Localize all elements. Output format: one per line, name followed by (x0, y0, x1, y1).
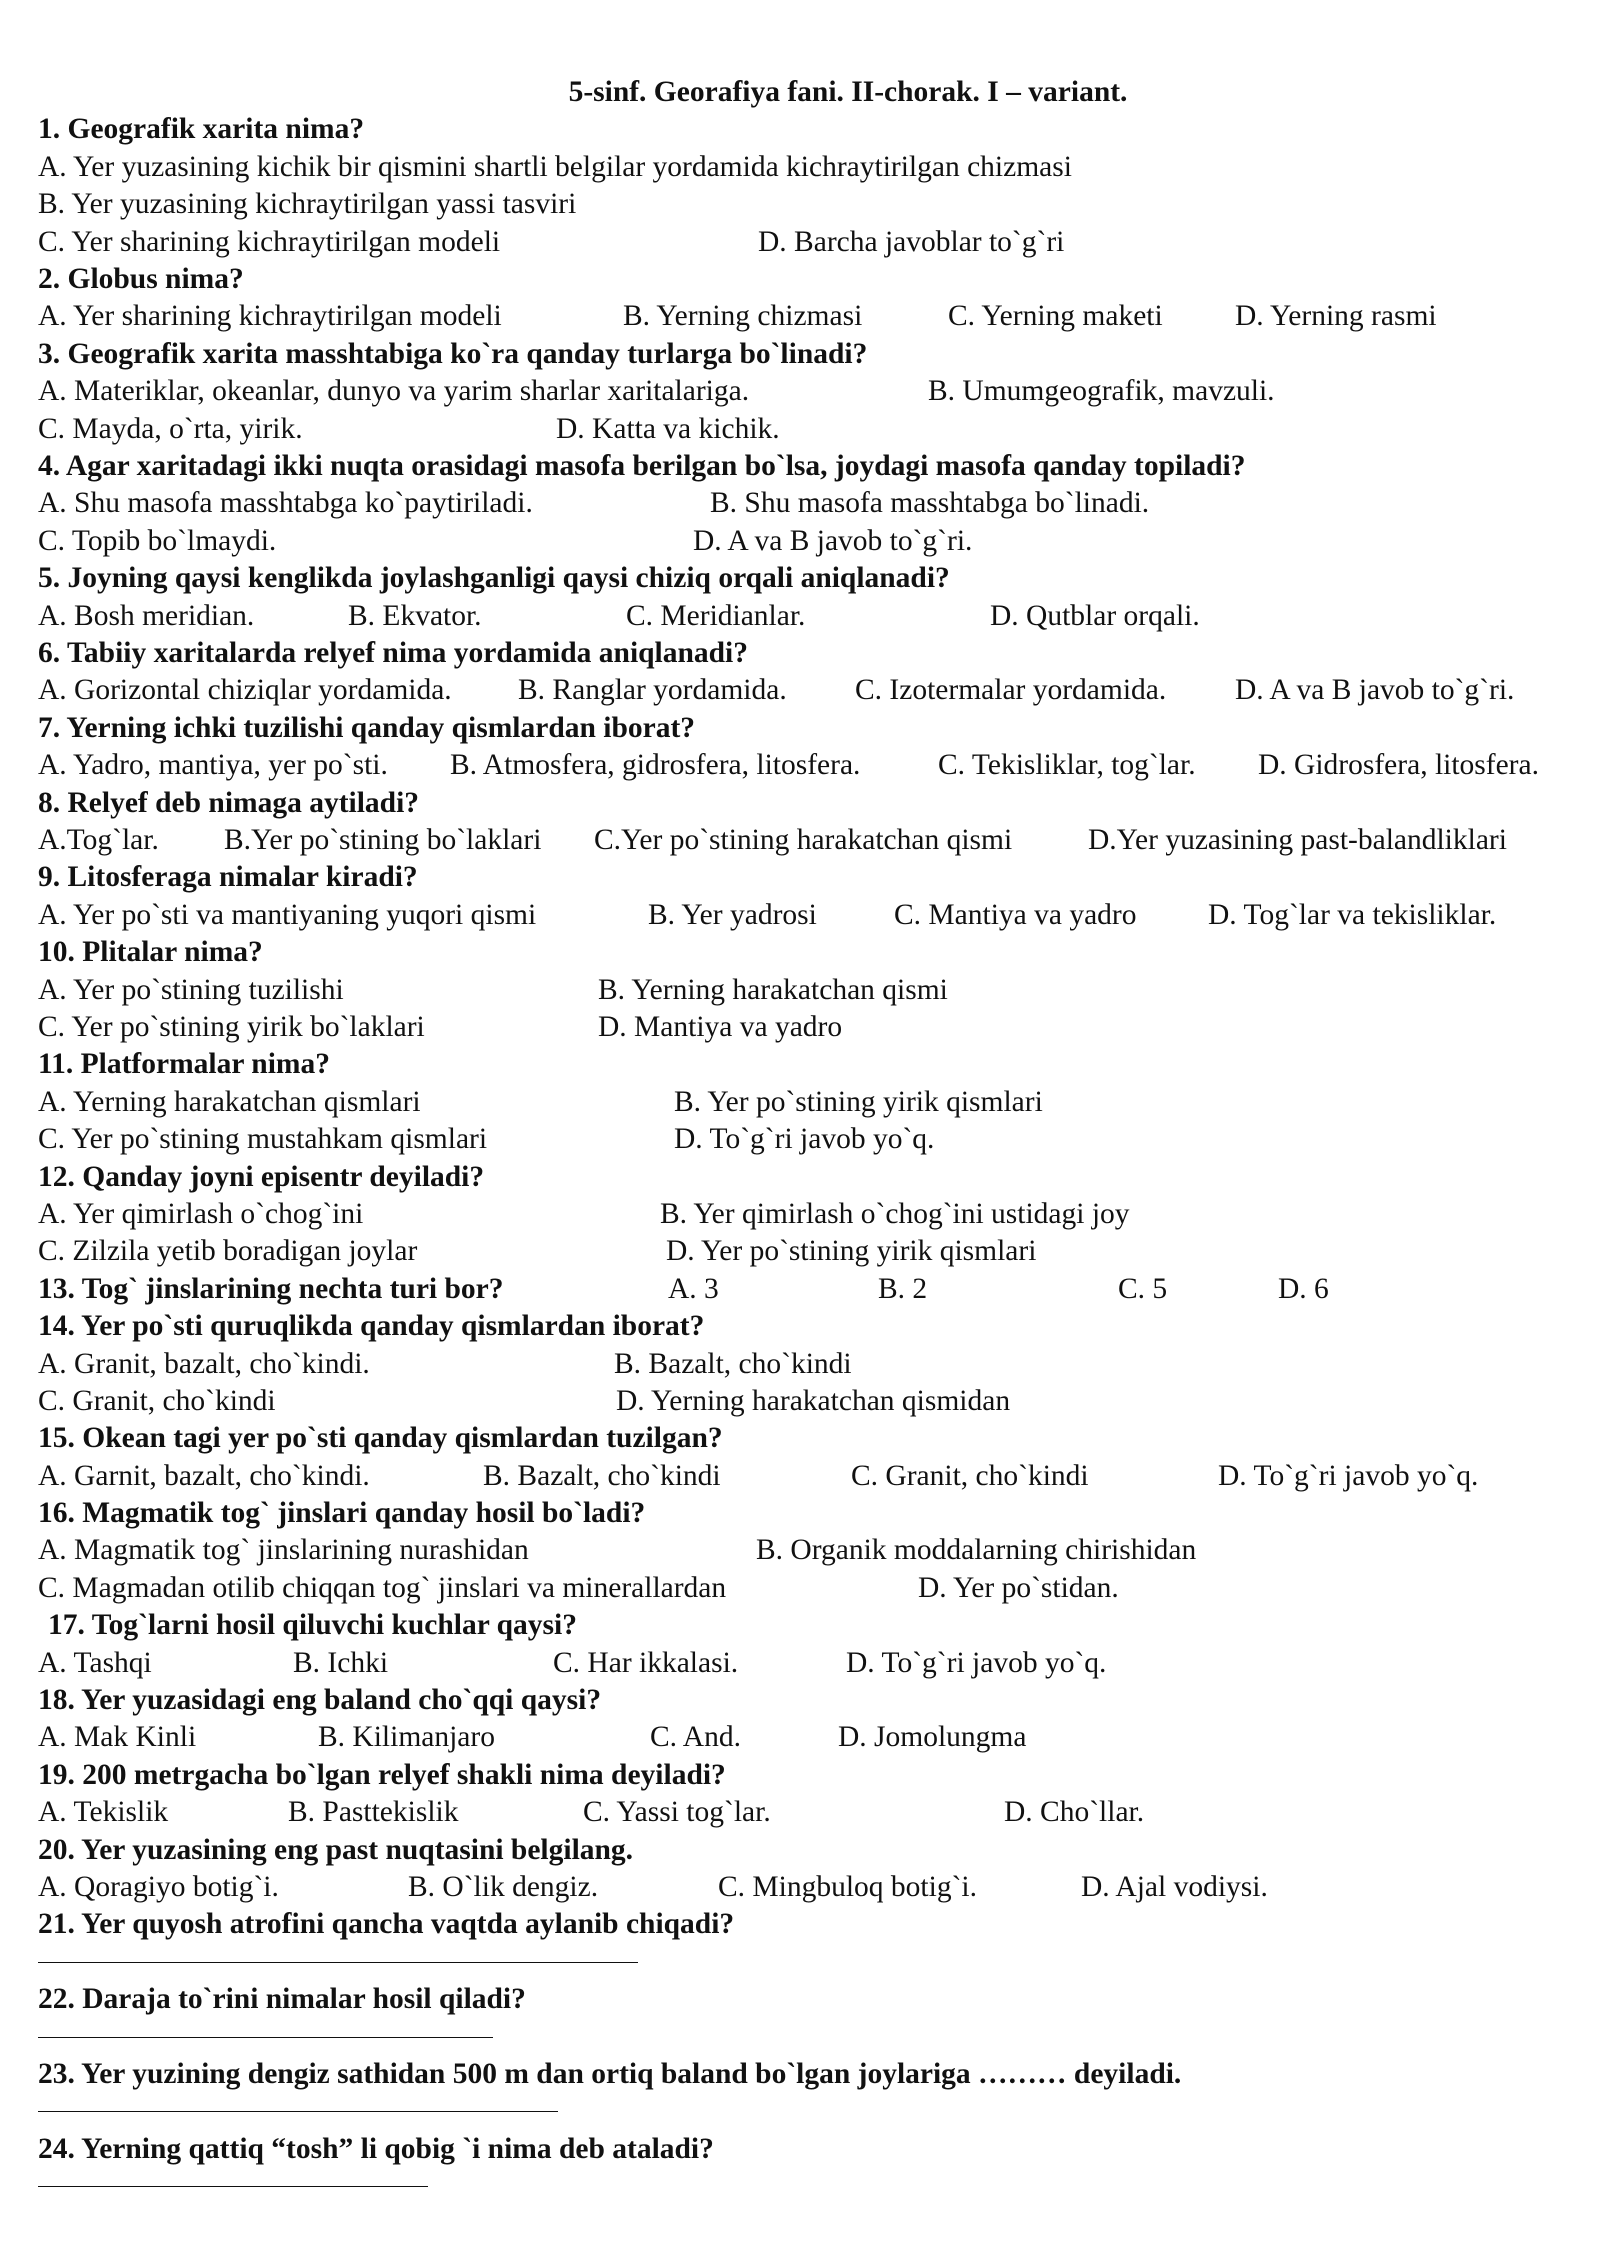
question-text: 9. Litosferaga nimalar kiradi? (38, 861, 418, 894)
answer-row (38, 598, 1578, 635)
answer-option-a: A. Yadro, mantiya, yer po`sti. (38, 749, 388, 782)
answer-row (38, 1532, 1578, 1569)
answer-blank-line[interactable] (38, 2093, 1578, 2130)
answer-option-a: A. Yer po`stining tuzilishi (38, 973, 344, 1006)
answer-option-c: C. Mingbuloq botig`i. (718, 1871, 977, 1904)
answer-option-b: B. Pasttekislik (288, 1796, 459, 1829)
answer-option-c: C. Granit, cho`kindi (851, 1459, 1089, 1492)
answer-row (38, 298, 1578, 335)
answer-option-b: B. Yer qimirlash o`chog`ini ustidagi joy (660, 1197, 1130, 1230)
answer-option-b: B. Ichki (293, 1646, 389, 1679)
answer-option-d: D. A va B javob to`g`ri. (1235, 674, 1515, 707)
answer-row (38, 1869, 1578, 1906)
test-sheet (38, 74, 1578, 2206)
answer-option-c: C. Zilzila yetib boradigan joylar (38, 1235, 418, 1268)
answer-option-c: C. Mantiya va yadro (894, 898, 1137, 931)
answer-option-d: D. To`g`ri javob yo`q. (846, 1646, 1107, 1679)
answer-option-d: D. A va B javob to`g`ri. (693, 524, 973, 557)
answer-option-d: D. Qutblar orqali. (990, 599, 1200, 632)
answer-option-b: B.Yer po`stining bo`laklari (224, 823, 542, 856)
answer-option-b: B. Yerning harakatchan qismi (598, 973, 948, 1006)
answer-option-a: A. Shu masofa masshtabga ko`paytiriladi. (38, 487, 533, 520)
answer-option-c: C. Har ikkalasi. (553, 1646, 739, 1679)
answer-option-d: D. Tog`lar va tekisliklar. (1208, 898, 1497, 931)
answer-option-d: D. Jomolungma (838, 1721, 1027, 1754)
answer-option-a: A. Gorizontal chiziqlar yordamida. (38, 674, 452, 707)
answer-option-b: B. O`lik dengiz. (408, 1871, 599, 1904)
answer-row (38, 1719, 1578, 1756)
question-text: 14. Yer po`sti quruqlikda qanday qismlardan iborat? (38, 1310, 705, 1343)
answer-option-a: A. Materiklar, okeanlar, dunyo va yarim sharlar xaritalariga. (38, 375, 750, 408)
answer-option-b: B. Umumgeografik, mavzuli. (928, 375, 1275, 408)
answer-option-a: A. Yer qimirlash o`chog`ini (38, 1197, 364, 1230)
answer-option-c: C. Mayda, o`rta, yirik. (38, 412, 303, 445)
answer-option-a: A. Yerning harakatchan qismlari (38, 1085, 421, 1118)
question-text: 22. Daraja to`rini nimalar hosil qiladi? (38, 1983, 526, 2016)
question-text: 10. Plitalar nima? (38, 936, 263, 969)
answer-row (38, 224, 1578, 261)
answer-option-a: A. Tekislik (38, 1796, 169, 1829)
answer-row (38, 897, 1578, 934)
answer-option-d: D. Yerning rasmi (1235, 300, 1437, 333)
answer-option-b: B. 2 (878, 1272, 928, 1305)
answer-option-b: B. Ranglar yordamida. (518, 674, 787, 707)
question-text: 5. Joyning qaysi kenglikda joylashganligi qaysi chiziq orqali aniqlanadi? (38, 562, 950, 595)
answer-row (38, 1570, 1578, 1607)
answer-row (38, 1645, 1578, 1682)
question-text: 1. Geografik xarita nima? (38, 113, 365, 146)
answer-option-c: C. 5 (1118, 1272, 1168, 1305)
answer-row (38, 1383, 1578, 1420)
answer-row (38, 149, 1578, 186)
answer-option-b: B. Yer yuzasining kichraytirilgan yassi tasviri (38, 188, 577, 221)
question-text: 8. Relyef deb nimaga aytiladi? (38, 786, 420, 819)
answer-option-c: C. Tekisliklar, tog`lar. (938, 749, 1196, 782)
answer-option-a: A. Yer sharining kichraytirilgan modeli (38, 300, 502, 333)
answer-option-b: B. Organik moddalarning chirishidan (756, 1534, 1197, 1567)
answer-row (38, 1233, 1578, 1270)
answer-option-d: D. Ajal vodiysi. (1081, 1871, 1268, 1904)
question-text: 21. Yer quyosh atrofini qancha vaqtda aylanib chiqadi? (38, 1908, 735, 1941)
answer-option-b: B. Shu masofa masshtabga bo`linadi. (710, 487, 1150, 520)
answer-row (38, 186, 1578, 223)
answer-option-d: D.Yer yuzasining past-balandliklari (1088, 823, 1507, 856)
question-row (38, 1271, 1578, 1308)
answer-row (38, 1196, 1578, 1233)
question-text: 13. Tog` jinslarining nechta turi bor? (38, 1272, 504, 1305)
answer-option-a: A. Bosh meridian. (38, 599, 255, 632)
question-text: 7. Yerning ichki tuzilishi qanday qismlardan iborat? (38, 711, 696, 744)
question-text: 12. Qanday joyni episentr deyiladi? (38, 1160, 485, 1193)
answer-option-d: D. To`g`ri javob yo`q. (1218, 1459, 1479, 1492)
answer-row (38, 373, 1578, 410)
answer-option-a: A. Mak Kinli (38, 1721, 197, 1754)
question-text: 11. Platformalar nima? (38, 1048, 330, 1081)
answer-option-d: D. Mantiya va yadro (598, 1010, 843, 1043)
question-text: 15. Okean tagi yer po`sti qanday qismlardan tuzilgan? (38, 1422, 723, 1455)
answer-row (38, 1458, 1578, 1495)
answer-option-b: B. Kilimanjaro (318, 1721, 495, 1754)
answer-option-d: D. Yer po`stidan. (918, 1571, 1119, 1604)
answer-row (38, 1346, 1578, 1383)
answer-option-c: C. Yer po`stining mustahkam qismlari (38, 1123, 488, 1156)
question-text: 4. Agar xaritadagi ikki nuqta orasidagi masofa berilgan bo`lsa, joydagi masofa qanday topiladi? (38, 449, 1246, 482)
answer-option-c: C. Yer po`stining yirik bo`laklari (38, 1010, 425, 1043)
answer-option-b: B. Ekvator. (348, 599, 482, 632)
question-text: 19. 200 metrgacha bo`lgan relyef shakli nima deyiladi? (38, 1758, 726, 1791)
answer-option-a: A. Yer po`sti va mantiyaning yuqori qismi (38, 898, 537, 931)
answer-option-c: C.Yer po`stining harakatchan qismi (594, 823, 1013, 856)
answer-option-d: D. Barcha javoblar to`g`ri (758, 225, 1065, 258)
answer-row (38, 672, 1578, 709)
question-text: 16. Magmatik tog` jinslari qanday hosil bo`ladi? (38, 1497, 646, 1530)
question-text: 18. Yer yuzasidagi eng baland cho`qqi qaysi? (38, 1684, 602, 1717)
question-text: 24. Yerning qattiq “tosh” li qobig `i nima deb ataladi? (38, 2132, 714, 2165)
answer-row (38, 1794, 1578, 1831)
answer-option-a: A. Garnit, bazalt, cho`kindi. (38, 1459, 370, 1492)
answer-option-c: C. Meridianlar. (626, 599, 806, 632)
answer-row (38, 747, 1578, 784)
answer-option-c: C. Granit, cho`kindi (38, 1384, 276, 1417)
answer-option-d: D. Gidrosfera, litosfera. (1258, 749, 1539, 782)
answer-option-b: B. Yer po`stining yirik qismlari (674, 1085, 1043, 1118)
answer-blank-line[interactable] (38, 1944, 1578, 1981)
answer-row (38, 485, 1578, 522)
answer-row (38, 523, 1578, 560)
answer-row (38, 1084, 1578, 1121)
question-text: 6. Tabiiy xaritalarda relyef nima yordamida aniqlanadi? (38, 636, 749, 669)
answer-option-d: D. To`g`ri javob yo`q. (674, 1123, 935, 1156)
answer-option-c: C. And. (650, 1721, 741, 1754)
answer-option-c: C. Izotermalar yordamida. (855, 674, 1167, 707)
question-list (38, 111, 1578, 2205)
answer-option-d: D. Yerning harakatchan qismidan (616, 1384, 1011, 1417)
answer-option-a: A. Yer yuzasining kichik bir qismini shartli belgilar yordamida kichraytirilgan chizmasi (38, 150, 1072, 183)
answer-row (38, 1009, 1578, 1046)
page-title: 5-sinf. Georafiya fani. II-chorak. I – variant. (568, 76, 1128, 108)
answer-option-b: B. Atmosfera, gidrosfera, litosfera. (450, 749, 861, 782)
question-text: 23. Yer yuzining dengiz sathidan 500 m dan ortiq baland bo`lgan joylariga ……… deyiladi. (38, 2058, 1182, 2091)
answer-blank-line[interactable] (38, 2168, 1578, 2205)
answer-row (38, 822, 1578, 859)
answer-option-c: C. Magmadan otilib chiqqan tog` jinslari va minerallardan (38, 1571, 727, 1604)
answer-option-d: D. Cho`llar. (1004, 1796, 1145, 1829)
question-text: 17. Tog`larni hosil qiluvchi kuchlar qaysi? (48, 1609, 577, 1642)
answer-row (38, 972, 1578, 1009)
answer-option-a: A.Tog`lar. (38, 823, 159, 856)
answer-option-a: A. Tashqi (38, 1646, 152, 1679)
answer-blank-line[interactable] (38, 2019, 1578, 2056)
answer-option-a: A. 3 (668, 1272, 719, 1305)
answer-option-b: B. Yer yadrosi (648, 898, 817, 931)
answer-option-c: C. Topib bo`lmaydi. (38, 524, 277, 557)
answer-option-c: C. Yer sharining kichraytirilgan modeli (38, 225, 501, 258)
answer-option-a: A. Magmatik tog` jinslarining nurashidan (38, 1534, 529, 1567)
answer-option-c: C. Yerning maketi (948, 300, 1163, 333)
answer-option-d: D. Yer po`stining yirik qismlari (666, 1235, 1037, 1268)
answer-option-a: A. Qoragiyo botig`i. (38, 1871, 279, 1904)
answer-option-b: B. Bazalt, cho`kindi (483, 1459, 721, 1492)
answer-option-d: D. 6 (1278, 1272, 1329, 1305)
question-text: 20. Yer yuzasining eng past nuqtasini belgilang. (38, 1833, 634, 1866)
question-text: 3. Geografik xarita masshtabiga ko`ra qanday turlarga bo`linadi? (38, 337, 868, 370)
answer-option-a: A. Granit, bazalt, cho`kindi. (38, 1347, 370, 1380)
answer-option-b: B. Bazalt, cho`kindi (614, 1347, 852, 1380)
answer-option-d: D. Katta va kichik. (556, 412, 780, 445)
answer-option-c: C. Yassi tog`lar. (583, 1796, 771, 1829)
answer-option-b: B. Yerning chizmasi (623, 300, 863, 333)
answer-row (38, 411, 1578, 448)
answer-row (38, 1121, 1578, 1158)
question-text: 2. Globus nima? (38, 262, 244, 295)
